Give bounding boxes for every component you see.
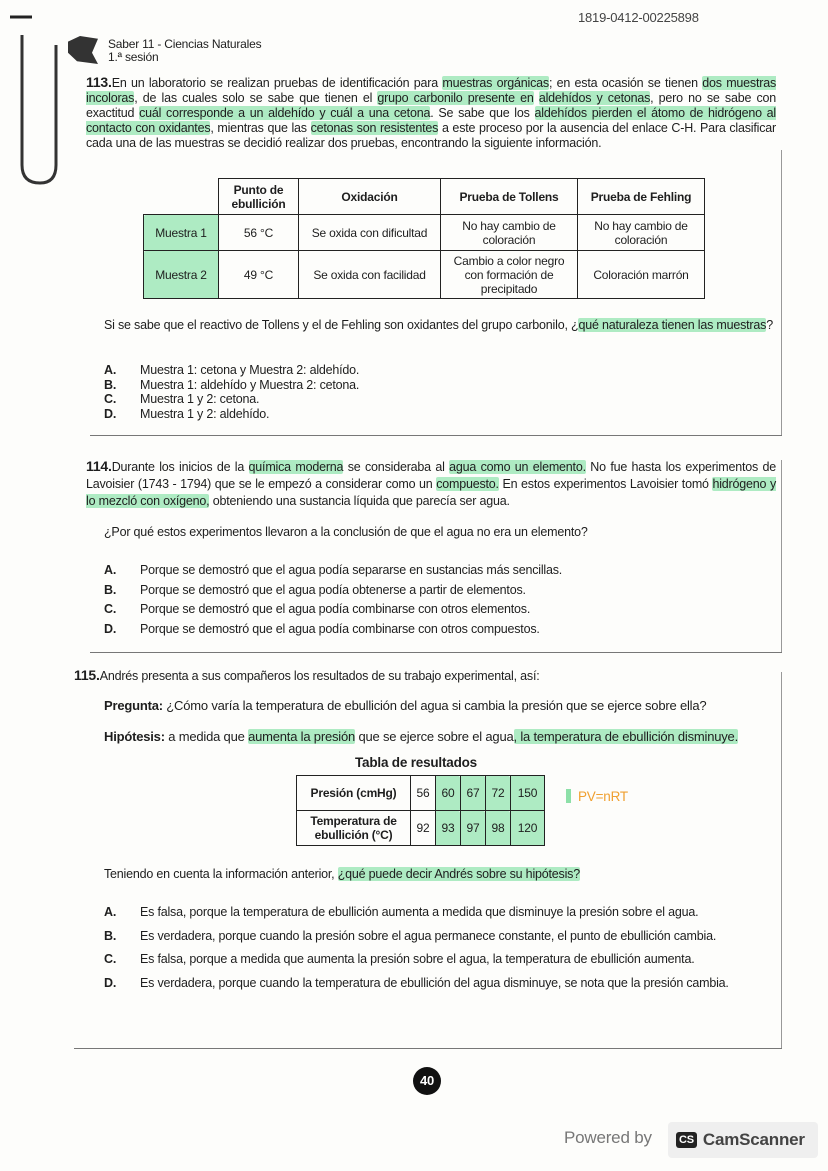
option-letter: A. — [104, 563, 117, 577]
q113-table: Punto de ebullición Oxidación Prueba de Tollens Prueba de Fehling Muestra 1 56 °C Se oxida con dificultad No hay cambio de coloración No hay cambio de coloración Muestra 2 49 °C Se oxida con facilidad Cambio a color negro con formación de precipitado Coloración marrón — [143, 178, 705, 299]
option-letter: D. — [104, 621, 117, 636]
highlighted-text: agua como un elemento. — [449, 460, 586, 474]
exam-title: Saber 11 - Ciencias Naturales — [108, 37, 262, 51]
session: 1.ª sesión — [108, 50, 159, 64]
q115-hypothesis: Hipótesis: a medida que aumenta la presión que se ejerce sobre el agua, la temperatura de ebullición disminuye. — [104, 729, 738, 744]
header — [108, 38, 261, 64]
text-segment: . Se sabe que los — [430, 106, 535, 120]
text-segment: ? — [766, 318, 773, 332]
option-text: Porque se demostró que el agua podía combinarse con otros elementos. — [140, 602, 531, 616]
table-row: Presión (cmHg) 56 60 67 72 150 — [297, 776, 545, 811]
answer-option-b[interactable] — [104, 583, 562, 598]
text-segment: , mientras que las — [210, 121, 311, 135]
text-segment: a este proceso por la ausencia del enlace C-H. Para clasificar cada una de las muestras se decidió realizar dos pruebas, encontrando la siguiente información. — [86, 121, 776, 150]
option-text: Muestra 1 y 2: cetona. — [140, 392, 260, 406]
text-segment: Si se sabe que el reactivo de Tollens y el de Fehling son oxidantes del grupo carbonilo, ¿ — [104, 318, 579, 332]
question-number: 113. — [86, 74, 112, 90]
table-row: Muestra 1 56 °C Se oxida con dificultad No hay cambio de coloración No hay cambio de coloración — [144, 215, 705, 251]
text-segment: se consideraba al — [343, 460, 450, 474]
binder-clip-icon — [10, 5, 60, 190]
text-segment: Teniendo en cuenta la información anterior, — [104, 867, 338, 881]
answer-option-d[interactable] — [104, 622, 562, 637]
highlighted-text: hidrógeno y lo mezcló con oxígeno, — [86, 477, 776, 508]
results-table — [296, 775, 545, 846]
table-row: Muestra 2 49 °C Se oxida con facilidad Cambio a color negro con formación de precipitado Coloración marrón — [144, 251, 705, 299]
highlighted-text: compuesto. — [436, 477, 499, 491]
text-segment: En un laboratorio se realizan pruebas de identificación para — [111, 76, 443, 90]
option-letter: B. — [104, 928, 117, 943]
text-segment: que se ejerce sobre el agua — [355, 729, 514, 744]
highlighted-text: ¿qué puede decir Andrés sobre su hipótesis? — [337, 867, 580, 881]
answer-option-d[interactable] — [104, 976, 776, 991]
camscanner-brand: CamScanner — [702, 1130, 805, 1149]
q113-stem — [86, 75, 776, 151]
answer-option-b[interactable] — [104, 929, 776, 944]
text-segment: No fue hasta los experimentos de Lavoisier (1743 - 1794) que se le empezó a considerar como un — [86, 460, 776, 491]
handwritten-note: PV=nRT — [578, 789, 628, 804]
option-text: Es verdadera, porque cuando la presión sobre el agua permanece constante, el punto de ebullición cambia. — [140, 928, 717, 943]
q113-prompt — [104, 318, 776, 333]
q115-stem: 115.Andrés presenta a sus compañeros los resultados de su trabajo experimental, así: — [74, 667, 540, 683]
answer-option-d[interactable] — [104, 407, 359, 422]
option-letter: D. — [104, 975, 117, 990]
option-letter: A. — [104, 905, 117, 919]
option-letter: A. — [104, 363, 117, 377]
option-letter: B. — [104, 377, 117, 392]
text-segment: ; en esta ocasión se tienen — [548, 76, 703, 90]
icfes-logo — [68, 36, 98, 64]
highlighted-text: cetonas son resistentes — [310, 121, 439, 135]
highlighted-text: , la temperatura de ebullición disminuye. — [513, 729, 738, 744]
option-text: Es verdadera, porque cuando la temperatura de ebullición del agua disminuye, se nota que la presión cambia. — [140, 975, 729, 990]
highlighted-text: aldehídos y cetonas — [538, 91, 651, 105]
text-segment: obteniendo una sustancia líquida que parecía ser agua. — [209, 494, 510, 508]
answer-option-a[interactable] — [104, 363, 359, 378]
text-segment: a medida que — [164, 729, 249, 744]
highlighted-text: aumenta la presión — [248, 729, 356, 744]
powered-by: Powered by — [564, 1128, 652, 1147]
highlighted-text: qué naturaleza tienen las muestras — [578, 318, 767, 332]
highlighted-text: dos muestras incoloras — [86, 76, 776, 105]
text-segment: , pero no se sabe con exactitud — [86, 91, 777, 120]
option-text: Porque se demostró que el agua podía separarse en sustancias más sencillas. — [140, 563, 563, 577]
option-letter: C. — [104, 392, 117, 406]
answer-option-b[interactable] — [104, 378, 359, 393]
camscanner-badge — [668, 1122, 818, 1158]
q115-options — [104, 905, 776, 999]
option-text: Muestra 1: cetona y Muestra 2: aldehído. — [140, 363, 360, 377]
option-text: Es falsa, porque a medida que aumenta la presión sobre el agua, la temperatura de ebullición aumenta. — [140, 952, 695, 966]
q114-stem: 114.Durante los inicios de la química moderna se consideraba al agua como un elemento. No fue hasta los experimentos de Lavoisier (1743 - 1794) que se le empezó a considerar como un compuesto. En estos experimentos Lavoisier tomó hidrógeno y lo mezcló con oxígeno, obteniendo una sustancia líquida que parecía ser agua. — [86, 458, 776, 508]
highlighted-text: muestras orgánicas — [442, 76, 549, 90]
table-row: Temperatura de ebullición (°C) 92 93 97 98 120 — [297, 811, 545, 846]
answer-option-a[interactable] — [104, 905, 776, 920]
page-number: 40 — [413, 1067, 441, 1095]
highlighted-text: química moderna — [248, 460, 344, 474]
text-segment: Durante los inicios de la — [111, 460, 249, 474]
camscanner-logo-icon: CS — [676, 1132, 697, 1148]
option-letter: B. — [104, 582, 117, 597]
document-code: 1819-0412-00225898 — [578, 10, 699, 25]
highlighted-text: cuál corresponde a un aldehído y cuál a una cetona — [139, 106, 431, 120]
answer-option-c[interactable] — [104, 602, 562, 617]
text-segment: En estos experimentos Lavoisier tomó — [498, 477, 713, 491]
q114-options — [104, 563, 562, 641]
option-text: Porque se demostró que el agua podía combinarse con otros compuestos. — [140, 621, 540, 636]
option-letter: C. — [104, 952, 117, 966]
q115-prompt — [104, 867, 580, 882]
results-table-title: Tabla de resultados — [355, 755, 477, 770]
option-text: Muestra 1: aldehído y Muestra 2: cetona. — [140, 377, 360, 392]
q113-options — [104, 363, 359, 421]
option-letter: D. — [104, 406, 117, 421]
answer-option-c[interactable] — [104, 952, 776, 967]
q114-prompt: ¿Por qué estos experimentos llevaron a la conclusión de que el agua no era un elemento? — [104, 525, 588, 539]
option-letter: C. — [104, 602, 117, 616]
q115-question: Pregunta: ¿Cómo varía la temperatura de ebullición del agua si cambia la presión que se ejerce sobre ella? — [104, 698, 707, 713]
option-text: Es falsa, porque la temperatura de ebullición aumenta a medida que disminuye la presión sobre el agua. — [140, 905, 699, 919]
text-segment: , de las cuales solo se sabe que tienen el — [134, 91, 378, 105]
highlighted-text: grupo carbonilo presente en — [377, 91, 534, 105]
answer-option-c[interactable] — [104, 392, 359, 407]
option-text: Muestra 1 y 2: aldehído. — [140, 406, 270, 421]
option-text: Porque se demostró que el agua podía obtenerse a partir de elementos. — [140, 582, 526, 597]
highlighted-text: aldehídos pierden el átomo de hidrógeno al contacto con oxidantes — [86, 106, 776, 135]
answer-option-a[interactable] — [104, 563, 562, 578]
